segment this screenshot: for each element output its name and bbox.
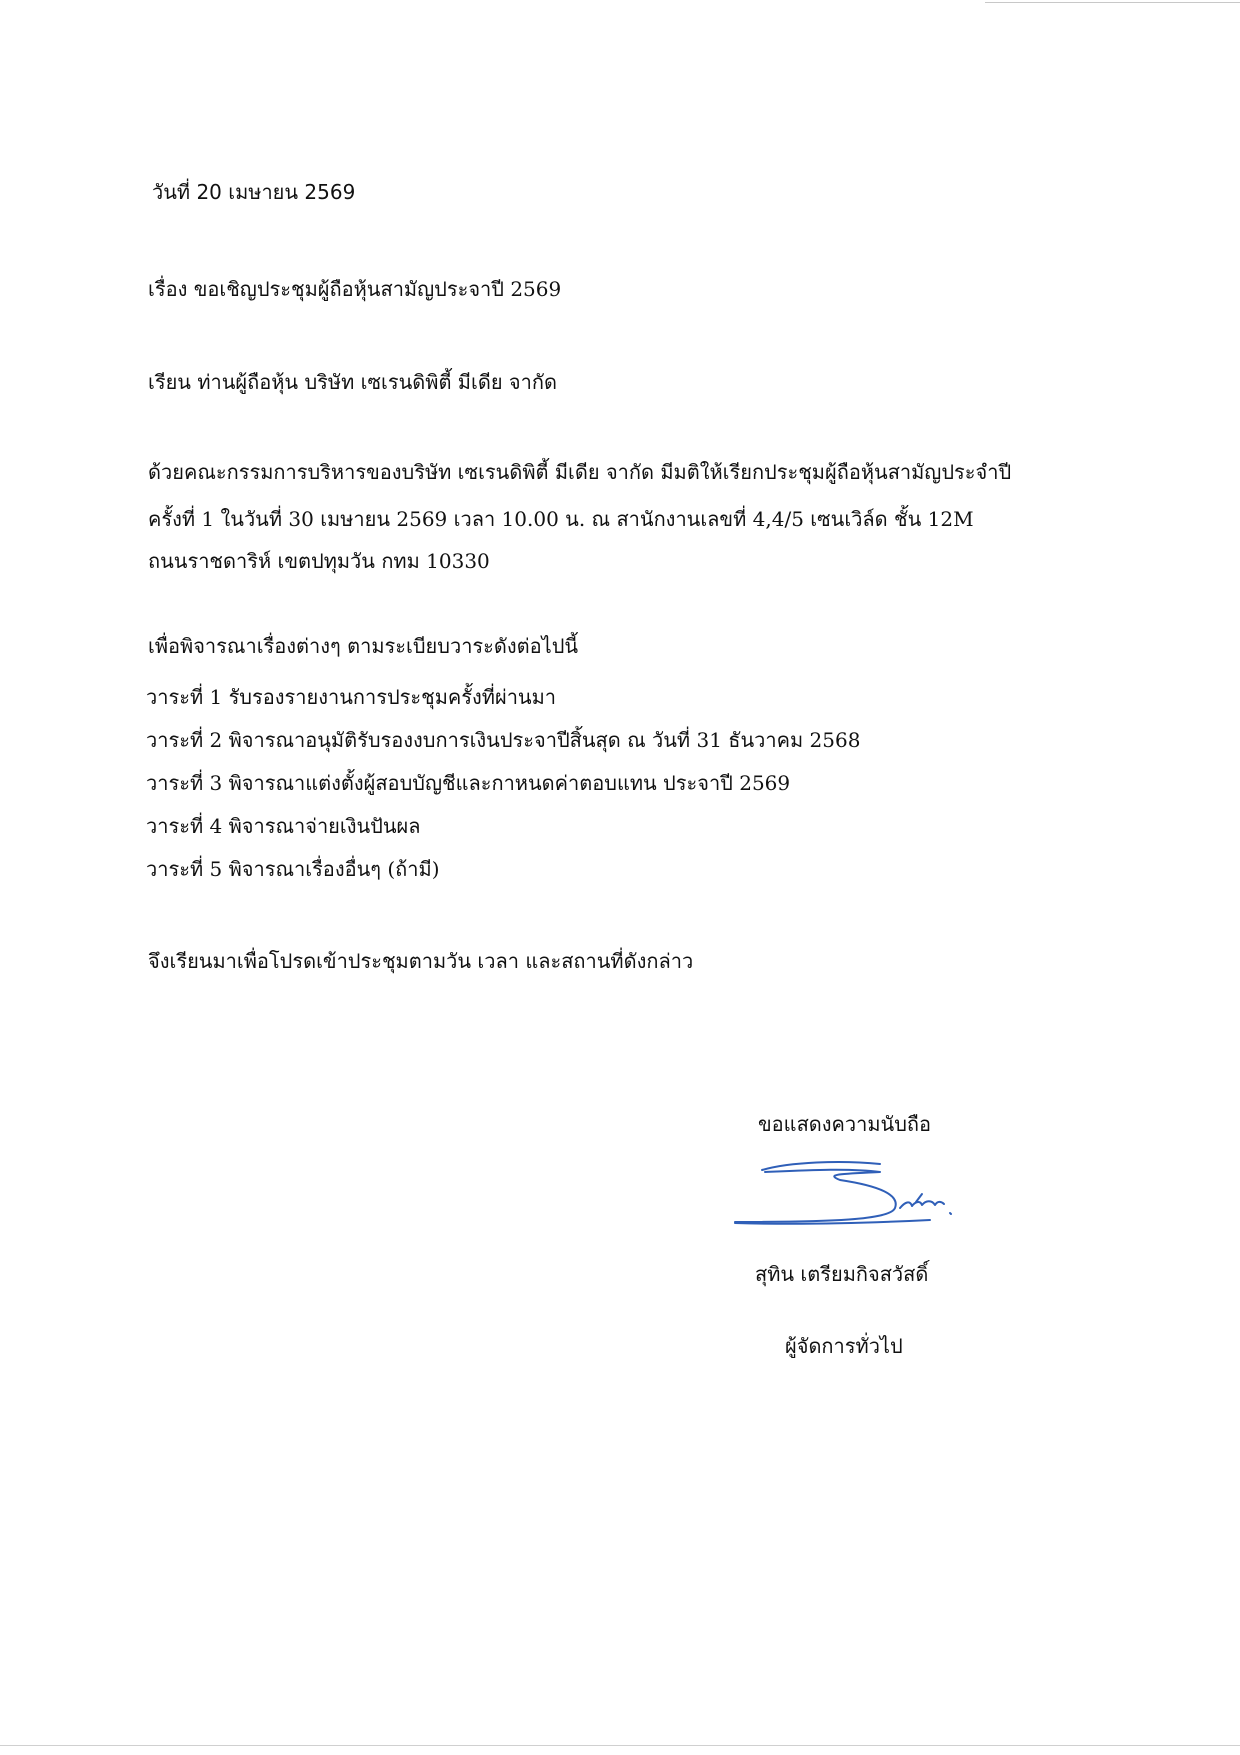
letter-subject: เรื่อง ขอเชิญประชุมผู้ถือหุ้นสามัญประจาปี 2569 bbox=[148, 277, 562, 301]
signer-name: สุทิน เตรียมกิจสวัสดิ์ bbox=[755, 1262, 929, 1286]
body-line: ด้วยคณะกรรมการบริหารของบริษัท เซเรนดิพิตี้ มีเดีย จากัด มีมติให้เรียกประชุมผู้ถือหุ้นสามัญประจำปี bbox=[148, 460, 1012, 484]
letter-salutation: เรียน ท่านผู้ถือหุ้น บริษัท เซเรนดิพิตี้ มีเดีย จากัด bbox=[148, 370, 557, 394]
agenda-item: วาระที่ 2 พิจารณาอนุมัติรับรองงบการเงินประจาปีสิ้นสุด ณ วันที่ 31 ธันวาคม 2568 bbox=[146, 728, 861, 752]
letter-date: วันที่ 20 เมษายน 2569 bbox=[152, 180, 356, 204]
agenda-item: วาระที่ 4 พิจารณาจ่ายเงินปันผล bbox=[146, 814, 421, 838]
signer-title: ผู้จัดการทั่วไป bbox=[785, 1334, 903, 1358]
agenda-item: วาระที่ 5 พิจารณาเรื่องอื่นๆ (ถ้ามี) bbox=[146, 857, 440, 881]
handwritten-signature bbox=[730, 1150, 980, 1240]
regards-text: ขอแสดงความนับถือ bbox=[758, 1112, 932, 1136]
agenda-item: วาระที่ 1 รับรองรายงานการประชุมครั้งที่ผ่านมา bbox=[146, 685, 557, 709]
closing-statement: จึงเรียนมาเพื่อโปรดเข้าประชุมตามวัน เวลา และสถานที่ดังกล่าว bbox=[148, 949, 694, 973]
scan-edge-bottom bbox=[0, 1745, 1240, 1746]
body-line: ครั้งที่ 1 ในวันที่ 30 เมษายน 2569 เวลา 10.00 น. ณ สานักงานเลขที่ 4,4/5 เซนเวิล์ด ชั้น 12M bbox=[148, 507, 974, 531]
body-line: ถนนราชดาริห์ เขตปทุมวัน กทม 10330 bbox=[148, 549, 490, 573]
scan-edge-top bbox=[985, 2, 1240, 3]
agenda-item: วาระที่ 3 พิจารณาแต่งตั้งผู้สอบบัญชีและกาหนดค่าตอบแทน ประจาปี 2569 bbox=[146, 771, 791, 795]
agenda-intro: เพื่อพิจารณาเรื่องต่างๆ ตามระเบียบวาระดังต่อไปนี้ bbox=[148, 634, 579, 658]
agenda-list bbox=[146, 676, 860, 891]
